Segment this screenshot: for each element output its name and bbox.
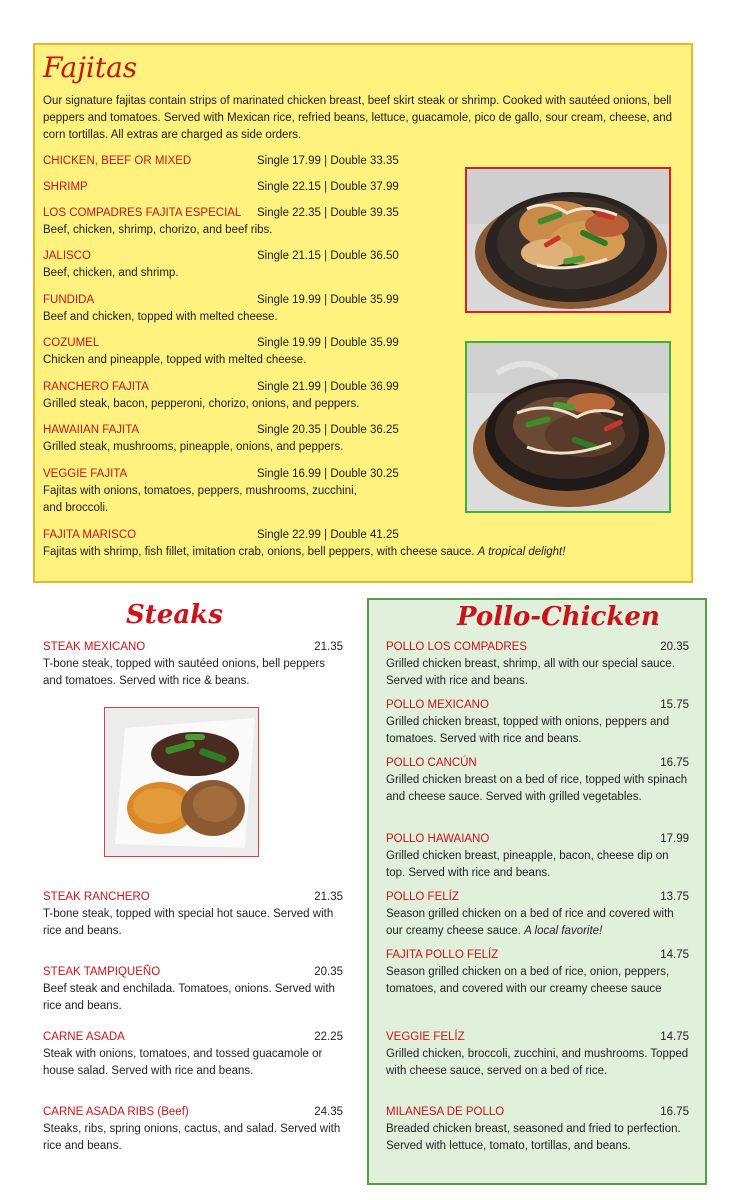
item-description: Beef, chicken, shrimp, chorizo, and beef ribs.	[43, 224, 273, 236]
menu-item	[386, 697, 689, 748]
item-description-cont: and broccoli.	[43, 502, 109, 514]
item-header	[386, 755, 689, 772]
item-name: POLLO HAWAIANO	[386, 833, 490, 845]
menu-item	[43, 179, 399, 196]
menu-item	[43, 153, 399, 170]
menu-item	[43, 335, 399, 369]
item-tagline: A local favorite!	[524, 925, 603, 937]
item-name: POLLO CANCÚN	[386, 757, 477, 769]
menu-item	[386, 831, 689, 882]
item-price: Single 17.99 | Double 33.35	[257, 155, 399, 167]
fajitas-intro: Our signature fajitas contain strips of marinated chicken breast, beef skirt steak or shrimp. Cooked with sautéed onions, bell peppers and tomatoes. Served with Mexican rice, refried beans, lettuce, guacamole, pico de gallo, sour cream, cheese, and corn tortillas. All extras are charged as side orders.	[43, 95, 673, 141]
pollo-title: Pollo-Chicken	[457, 602, 660, 632]
item-description: T-bone steak, topped with sautéed onions, bell peppers and tomatoes. Served with rice & beans.	[43, 658, 325, 687]
menu-item	[43, 248, 399, 282]
item-price: Single 19.99 | Double 35.99	[257, 337, 399, 349]
item-price: 13.75	[660, 891, 689, 903]
item-description: Beef steak and enchilada. Tomatoes, onions. Served with rice and beans.	[43, 983, 335, 1012]
fajitas-section	[33, 43, 693, 583]
steaks-title: Steaks	[126, 600, 223, 630]
menu-item	[43, 466, 399, 517]
menu-item	[43, 1029, 343, 1080]
item-description-text: Season grilled chicken on a bed of rice and covered with our creamy cheese sauce.	[386, 908, 674, 937]
fajitas-title: Fajitas	[43, 51, 138, 84]
item-name: CARNE ASADA	[43, 1031, 125, 1043]
item-price: 21.35	[314, 891, 343, 903]
item-header	[386, 947, 689, 964]
menu-item	[43, 379, 399, 413]
item-price: Single 22.15 | Double 37.99	[257, 181, 399, 193]
item-header	[386, 1104, 689, 1121]
item-price: Single 21.15 | Double 36.50	[257, 250, 399, 262]
beef-fajita-skillet-photo	[465, 341, 671, 513]
item-name: FAJITA POLLO FELÍZ	[386, 949, 499, 961]
item-price: 22.25	[314, 1031, 343, 1043]
item-header	[43, 639, 343, 656]
menu-item	[43, 964, 343, 1015]
item-price: 17.99	[660, 833, 689, 845]
item-header	[386, 889, 689, 906]
item-header	[386, 1029, 689, 1046]
item-name: RANCHERO FAJITA	[43, 381, 149, 393]
item-price: Single 16.99 | Double 30.25	[257, 468, 399, 480]
item-header	[43, 1104, 343, 1121]
item-name: MILANESA DE POLLO	[386, 1106, 505, 1118]
item-description: Grilled steak, mushrooms, pineapple, onions, and peppers.	[43, 441, 344, 453]
item-description: Grilled chicken breast on a bed of rice, topped with spinach and cheese sauce. Served with grilled vegetables.	[386, 774, 688, 803]
item-name: STEAK TAMPIQUEÑO	[43, 966, 161, 978]
menu-item	[386, 1029, 689, 1080]
chicken-fajita-skillet-photo	[465, 167, 671, 313]
item-description: Grilled chicken breast, pineapple, bacon, cheese dip on top. Served with rice and beans.	[386, 850, 669, 879]
item-price: 20.35	[314, 966, 343, 978]
item-description: Chicken and pineapple, topped with melted cheese.	[43, 354, 307, 366]
item-name: STEAK RANCHERO	[43, 891, 150, 903]
item-name: VEGGIE FAJITA	[43, 468, 128, 480]
item-name: STEAK MEXICANO	[43, 641, 146, 653]
item-description: T-bone steak, topped with special hot sauce. Served with rice and beans.	[43, 908, 334, 937]
menu-item	[386, 947, 689, 998]
item-name: LOS COMPADRES FAJITA ESPECIAL	[43, 207, 242, 219]
menu-item	[386, 755, 689, 806]
item-price: Single 21.99 | Double 36.99	[257, 381, 399, 393]
item-name: COZUMEL	[43, 337, 100, 349]
item-name: POLLO LOS COMPADRES	[386, 641, 528, 653]
item-description: Fajitas with onions, tomatoes, peppers, mushrooms, zucchini,	[43, 485, 357, 497]
item-description: Steak with onions, tomatoes, and tossed guacamole or house salad. Served with rice and beans.	[43, 1048, 323, 1077]
item-description-text: Fajitas with shrimp, fish fillet, imitation crab, onions, bell peppers, with cheese sauce.	[43, 546, 475, 558]
item-description: Steaks, ribs, spring onions, cactus, and salad. Served with rice and beans.	[43, 1123, 341, 1152]
item-description	[43, 544, 683, 561]
item-header	[43, 1029, 343, 1046]
item-description: Grilled chicken, broccoli, zucchini, and mushrooms. Topped with cheese sauce, served on a bed of rice.	[386, 1048, 689, 1077]
item-description	[386, 906, 689, 940]
menu-item	[386, 889, 689, 940]
menu-item	[386, 639, 689, 690]
item-price: 16.75	[660, 757, 689, 769]
menu-item	[43, 205, 399, 239]
item-name: VEGGIE FELÍZ	[386, 1031, 465, 1043]
item-price: 20.35	[660, 641, 689, 653]
item-name: JALISCO	[43, 250, 91, 262]
item-price: 24.35	[314, 1106, 343, 1118]
item-tagline: A tropical delight!	[477, 546, 566, 558]
item-price: 21.35	[314, 641, 343, 653]
item-name: HAWAIIAN FAJITA	[43, 424, 140, 436]
item-header	[43, 964, 343, 981]
item-price: Single 19.99 | Double 35.99	[257, 294, 399, 306]
item-description: Season grilled chicken on a bed of rice, onion, peppers, tomatoes, and covered with our creamy cheese sauce	[386, 966, 670, 995]
menu-item	[43, 889, 343, 940]
item-description: Grilled steak, bacon, pepperoni, chorizo, onions, and peppers.	[43, 398, 360, 410]
item-name: FUNDIDA	[43, 294, 95, 306]
item-description: Grilled chicken breast, topped with onions, peppers and tomatoes. Served with rice and beans.	[386, 716, 670, 745]
item-description: Grilled chicken breast, shrimp, all with our special sauce. Served with rice and beans.	[386, 658, 675, 687]
menu-item	[43, 527, 683, 561]
item-name: POLLO MEXICANO	[386, 699, 489, 711]
item-name: POLLO FELÍZ	[386, 891, 459, 903]
item-header	[386, 697, 689, 714]
menu-item	[43, 639, 343, 690]
menu-item	[43, 292, 399, 326]
item-name: CARNE ASADA RIBS (Beef)	[43, 1106, 189, 1118]
item-price: 14.75	[660, 1031, 689, 1043]
item-name: CHICKEN, BEEF OR MIXED	[43, 155, 192, 167]
item-description: Beef and chicken, topped with melted cheese.	[43, 311, 278, 323]
item-description: Beef, chicken, and shrimp.	[43, 267, 179, 279]
steak-plate-photo	[104, 707, 259, 857]
item-price: Single 20.35 | Double 36.25	[257, 424, 399, 436]
item-price: Single 22.35 | Double 39.35	[257, 207, 399, 219]
item-name: FAJITA MARISCO	[43, 529, 137, 541]
item-price: Single 22.99 | Double 41.25	[257, 529, 399, 541]
menu-item	[43, 1104, 343, 1155]
item-description: Breaded chicken breast, seasoned and fried to perfection. Served with lettuce, tomato, tortillas, and beans.	[386, 1123, 681, 1152]
menu-item	[386, 1104, 689, 1155]
item-header	[43, 889, 343, 906]
menu-item	[43, 422, 399, 456]
item-price: 14.75	[660, 949, 689, 961]
item-header	[386, 831, 689, 848]
item-header	[386, 639, 689, 656]
pollo-section	[367, 598, 707, 1185]
item-price: 15.75	[660, 699, 689, 711]
item-price: 16.75	[660, 1106, 689, 1118]
item-name: SHRIMP	[43, 181, 88, 193]
